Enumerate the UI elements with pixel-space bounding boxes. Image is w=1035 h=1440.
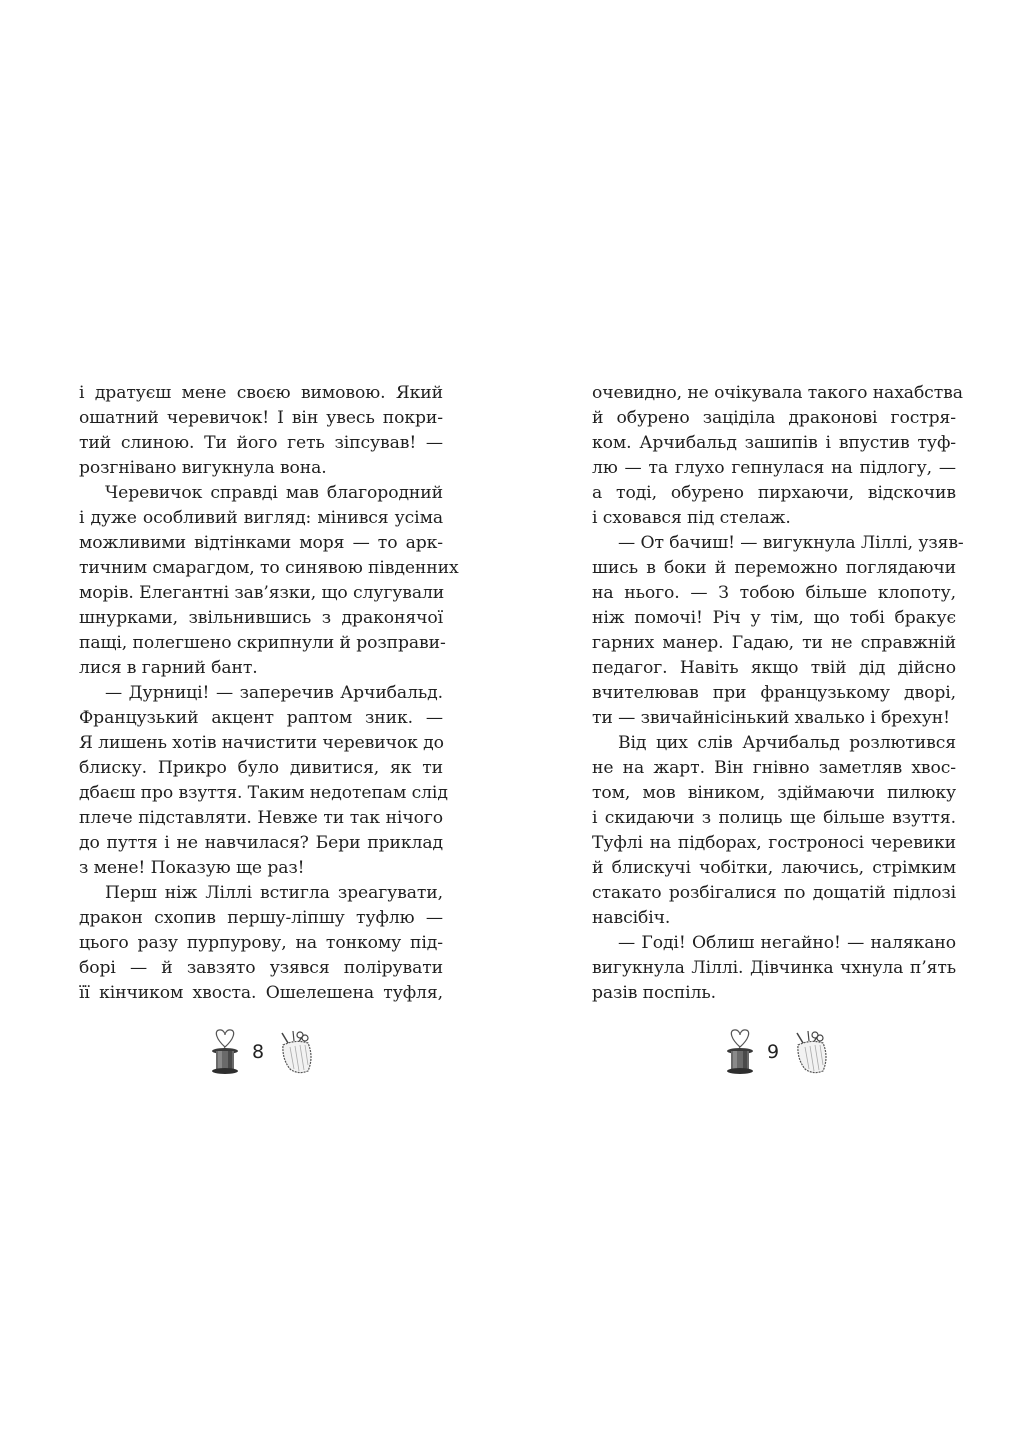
text-line: пащі, полегшено скрипнули й розправи- [79,633,446,653]
text-line: тичним смарагдом, то синявою південних [79,558,459,578]
text-line: блиску. Прикро було дивитися, як ти [79,758,443,778]
text-line: і дуже особливий вигляд: мінився усіма [79,508,443,528]
text-line: цього разу пурпурову, на тонкому під- [79,933,443,953]
text-line: дракон схопив першу-ліпшу туфлю — [79,908,443,928]
text-line: плече підставляти. Невже ти так нічого [79,808,443,828]
text-line: можливими відтінками моря — то арк- [79,533,443,553]
text-line: ти — звичайнісінький хвалько і брехун! [592,708,950,728]
text-line: її кінчиком хвоста. Ошелешена туфля, [79,983,443,1003]
text-line: ошатний черевичок! І він увесь покри- [79,408,443,428]
text-line: до пуття і не навчилася? Бери приклад [79,833,443,853]
text-line: ком. Арчибальд зашипів і впустив туф- [592,433,956,453]
text-line: й обурено заціділа драконові гостря- [592,408,956,428]
text-line: Французький акцент раптом зник. — [79,708,443,728]
text-line: лю — та глухо гепнулася на підлогу, — [592,458,956,478]
text-line: Я лишень хотів начистити черевичок до [79,733,444,753]
text-line: борі — й завзято узявся полірувати [79,958,443,978]
pincushion-scissors-icon [793,1029,831,1075]
text-line: дбаєш про взуття. Таким недотепам слід [79,783,448,803]
text-line: і дратуєш мене своєю вимовою. Який [79,383,443,403]
text-line: гарних манер. Гадаю, ти не справжній [592,633,956,653]
text-line: і сховався під стелаж. [592,508,791,528]
thread-spool-heart-icon [725,1027,755,1077]
text-line: педагог. Навіть якщо твій дід дійсно [592,658,956,678]
text-line: Черевичок справді мав благородний [105,483,443,503]
text-line: стакато розбігалися по дощатій підлозі [592,883,956,903]
text-line: не на жарт. Він гнівно заметляв хвос- [592,758,956,778]
left-page-footer [210,1026,316,1078]
text-line: шись в боки й переможно поглядаючи [592,558,956,578]
text-line: й блискучі чобітки, лаючись, стрімким [592,858,956,878]
text-line: розгнівано вигукнула вона. [79,458,327,478]
text-line: — Годі! Облиш негайно! — налякано [618,933,956,953]
text-line: Від цих слів Арчибальд розлютився [618,733,956,753]
text-line: Перш ніж Ліллі встигла зреагувати, [105,883,443,903]
text-line: тий слиною. Ти його геть зіпсував! — [79,433,443,453]
text-line: і скидаючи з полиць ще більше взуття. [592,808,956,828]
text-line: навсібіч. [592,908,671,928]
page-number: 9 [767,1041,780,1063]
right-page-text [592,381,964,1006]
left-page-text [79,381,459,1006]
text-line: вчителював при французькому дворі, [592,683,956,703]
page-number: 8 [252,1041,265,1063]
pincushion-scissors-icon [278,1029,316,1075]
text-line: лися в гарний бант. [79,658,258,678]
text-line: — Дурниці! — заперечив Арчибальд. [105,683,443,703]
right-page-footer [725,1026,831,1078]
text-line: вигукнула Ліллі. Дівчинка чхнула п’ять [592,958,956,978]
text-line: на нього. — З тобою більше клопоту, [592,583,956,603]
text-line: ніж помочі! Річ у тім, що тобі бракує [592,608,956,628]
text-line: з мене! Показую ще раз! [79,858,305,878]
text-line: шнурками, звільнившись з драконячої [79,608,443,628]
text-line: разів поспіль. [592,983,716,1003]
thread-spool-heart-icon [210,1027,240,1077]
text-line: очевидно, не очікувала такого нахабства [592,383,963,403]
text-line: том, мов віником, здіймаючи пилюку [592,783,956,803]
text-line: морів. Елегантні зав’язки, що слугували [79,583,445,603]
text-line: а тоді, обурено пирхаючи, відскочив [592,483,956,503]
text-line: Туфлі на підборах, гостроносі черевики [592,833,956,853]
text-line: — От бачиш! — вигукнула Ліллі, узяв- [618,533,964,553]
